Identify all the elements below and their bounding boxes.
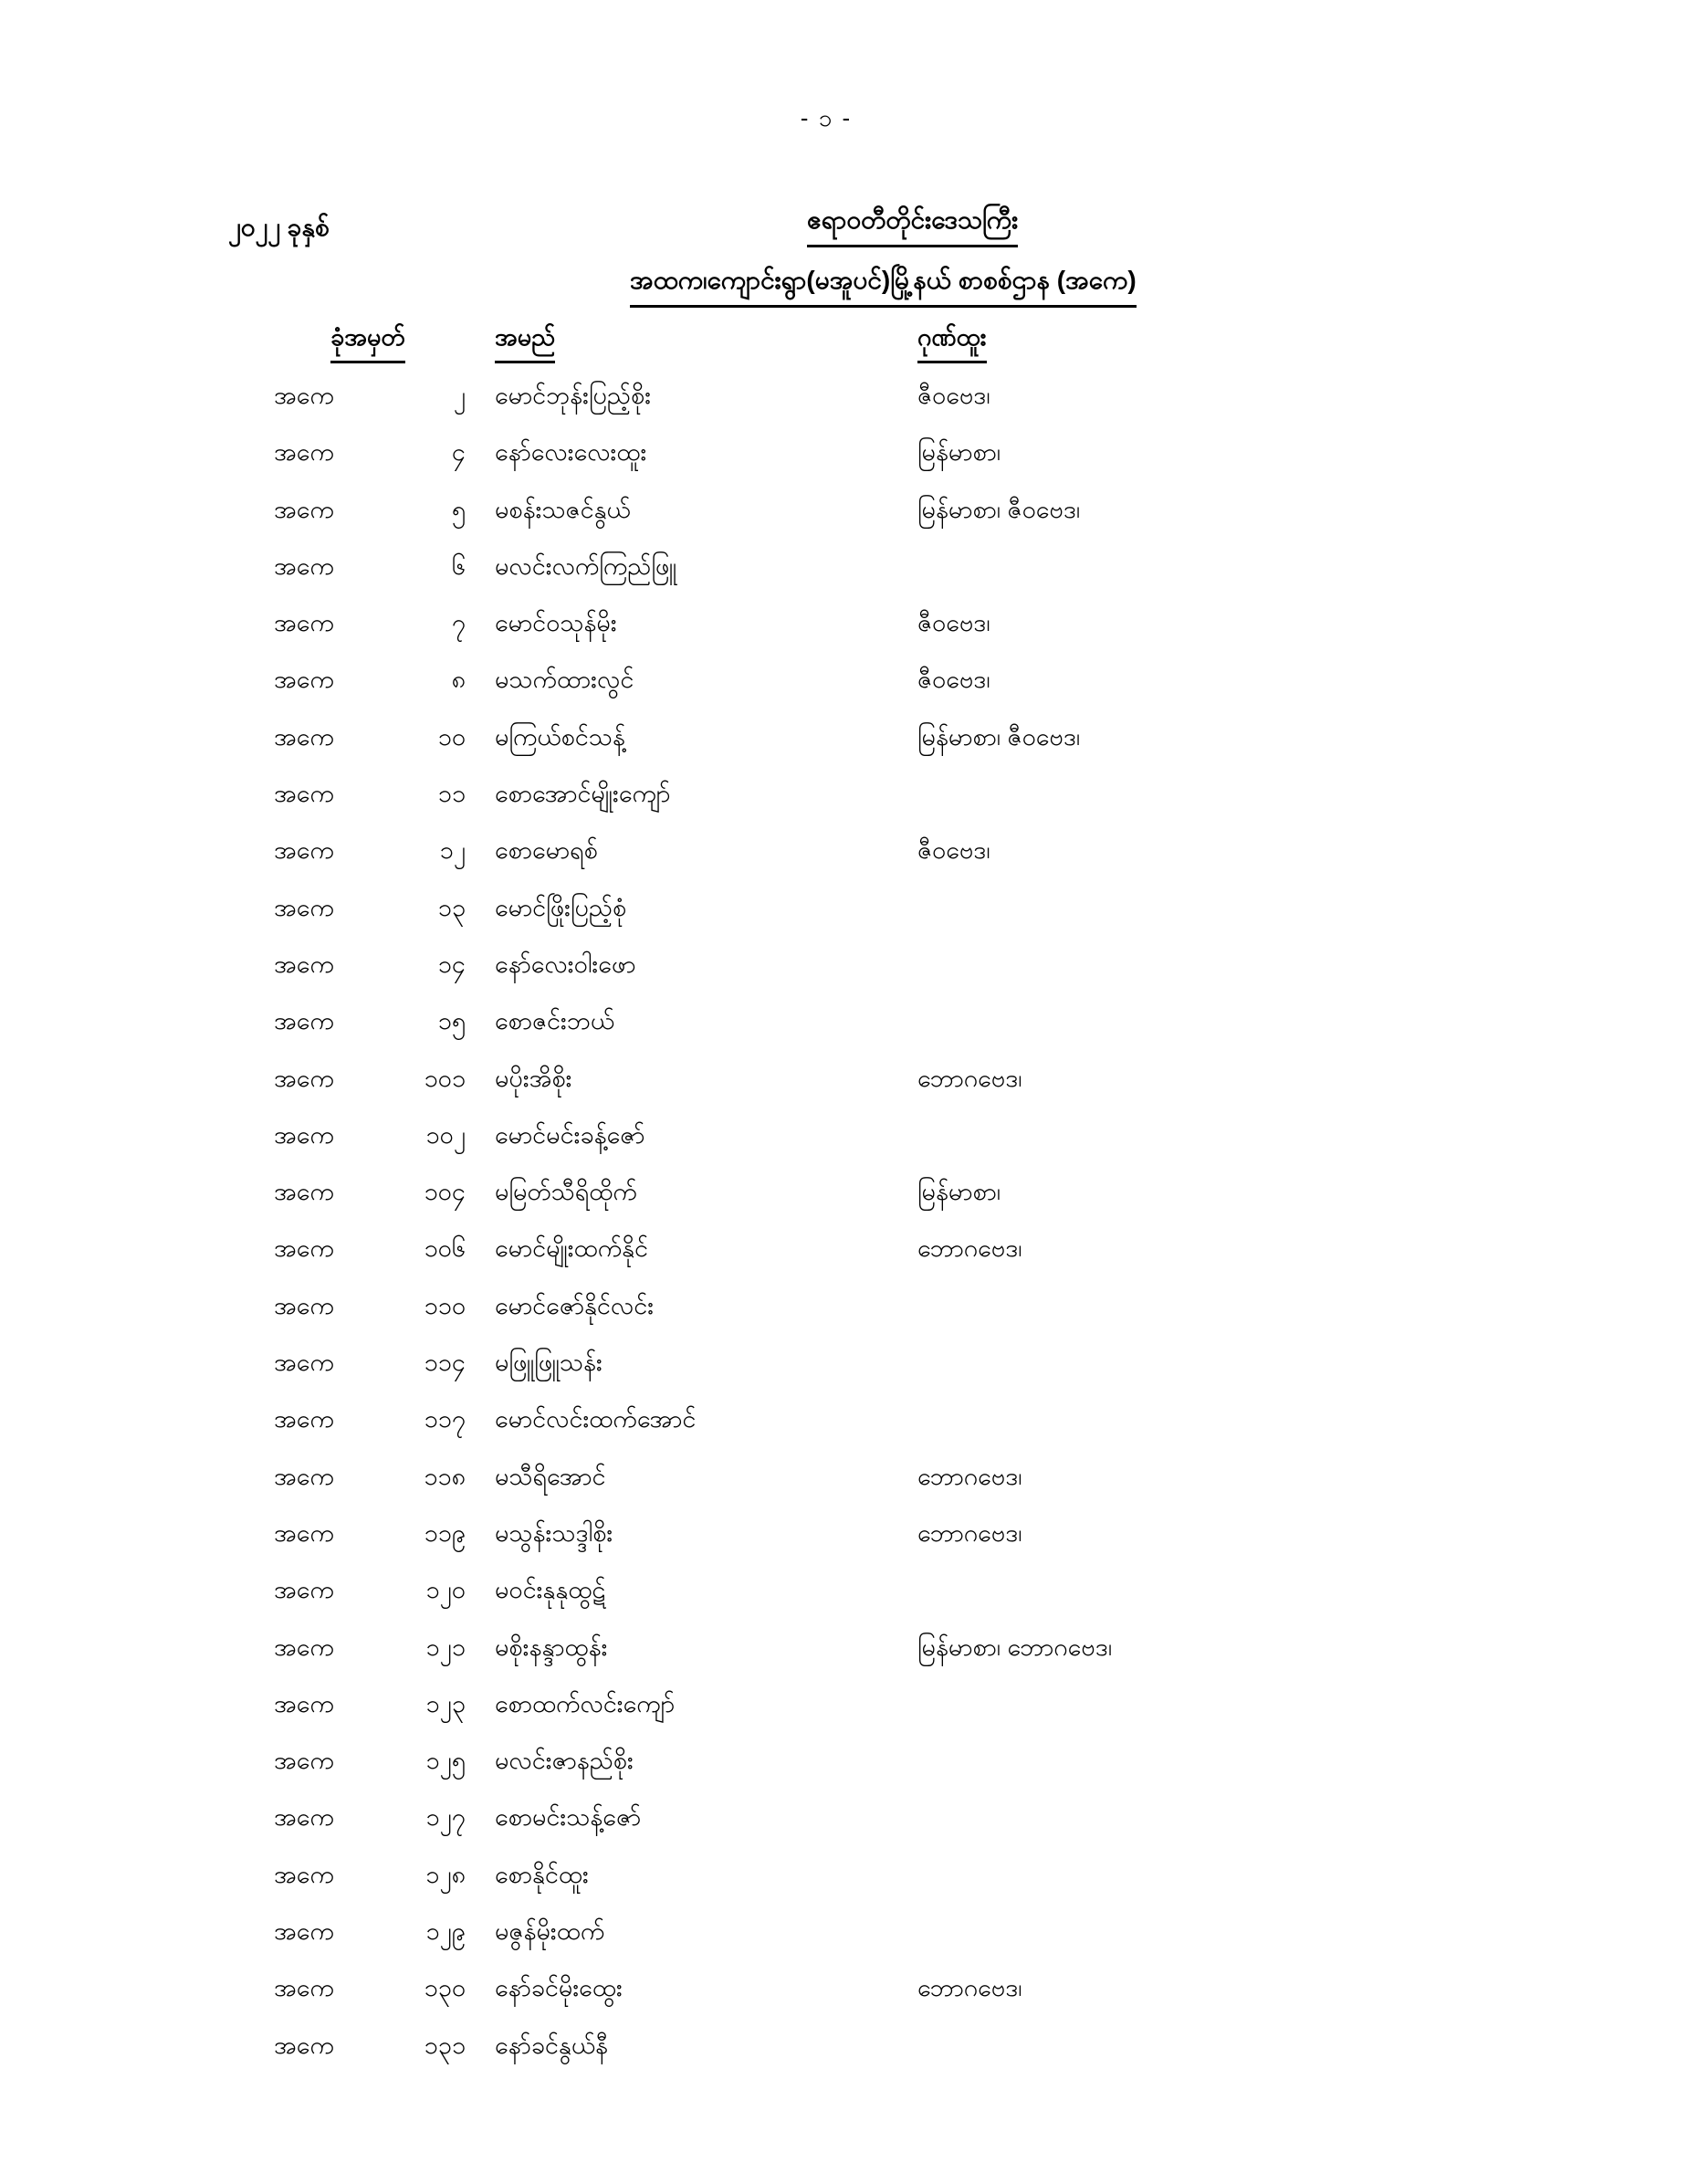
student-name: မစိုးနန္ဒာထွန်း bbox=[495, 1633, 608, 1661]
roll-number: ၁၀ bbox=[437, 722, 466, 751]
table-row bbox=[0, 666, 1687, 722]
roll-number: ၁၂၃ bbox=[425, 1689, 466, 1717]
honors-subjects: ဇီဝဗေဒ၊ bbox=[917, 382, 990, 409]
table-row bbox=[0, 1463, 1687, 1519]
honors-subjects: မြန်မာစာ၊ ဇီဝဗေဒ၊ bbox=[917, 495, 1081, 523]
roll-number: ၁၅ bbox=[437, 1007, 466, 1035]
column-header-name: အမည် bbox=[495, 321, 555, 363]
exam-center-code: အကေ bbox=[274, 438, 334, 467]
table-row bbox=[0, 1234, 1687, 1291]
table-row bbox=[0, 1007, 1687, 1064]
exam-center-code: အကေ bbox=[274, 1349, 334, 1377]
student-name: မောင်မျိုးထက်နိုင် bbox=[495, 1234, 649, 1263]
roll-number: ၈ bbox=[451, 666, 466, 694]
student-name: မဇွန်မိုးထက် bbox=[495, 1917, 605, 1946]
honors-subjects: ဘောဂဗေဒ၊ bbox=[917, 1462, 1022, 1490]
roll-number: ၇ bbox=[451, 609, 466, 637]
table-row bbox=[0, 438, 1687, 495]
table-row bbox=[0, 496, 1687, 552]
student-name: စောဇင်းဘယ် bbox=[495, 1007, 615, 1035]
roll-number: ၁၂၁ bbox=[425, 1633, 466, 1661]
honors-subjects: ဘောဂဗေဒ၊ bbox=[917, 1518, 1022, 1547]
student-name: မကြယ်စင်သန့် bbox=[495, 722, 625, 751]
table-row bbox=[0, 609, 1687, 666]
table-row bbox=[0, 1349, 1687, 1405]
table-row bbox=[0, 1121, 1687, 1178]
table-row bbox=[0, 1519, 1687, 1576]
table-row bbox=[0, 894, 1687, 950]
table-row bbox=[0, 1065, 1687, 1121]
exam-center-code: အကေ bbox=[274, 1178, 334, 1206]
honors-subjects: ဇီဝဗေဒ၊ bbox=[917, 666, 990, 694]
roll-number: ၁၂၅ bbox=[425, 1747, 466, 1775]
table-row bbox=[0, 723, 1687, 780]
roll-number: ၁၁၀ bbox=[424, 1291, 466, 1319]
roll-number: ၁၂၉ bbox=[425, 1917, 466, 1946]
honors-subjects: မြန်မာစာ၊ ဘောဂဗေဒ၊ bbox=[917, 1633, 1113, 1661]
page-number: - ၁ - bbox=[800, 104, 853, 131]
exam-center-code: အကေ bbox=[274, 1064, 334, 1092]
honors-subjects: မြန်မာစာ၊ ဇီဝဗေဒ၊ bbox=[917, 722, 1081, 751]
table-rows bbox=[0, 382, 1687, 2088]
student-name: မသီရိအောင် bbox=[495, 1462, 606, 1490]
honors-subjects: ဘောဂဗေဒ၊ bbox=[917, 1974, 1022, 2002]
honors-subjects: ဇီဝဗေဒ၊ bbox=[917, 836, 990, 865]
student-name: မစန်းသဇင်နွယ် bbox=[495, 495, 631, 523]
exam-center-code: အကေ bbox=[274, 1291, 334, 1319]
table-row bbox=[0, 1974, 1687, 2031]
table-row bbox=[0, 1917, 1687, 1974]
student-name: မောင်ဘုန်းပြည့်စိုး bbox=[495, 382, 652, 409]
exam-center-code: အကေ bbox=[274, 1860, 334, 1888]
exam-center-code: အကေ bbox=[274, 1803, 334, 1832]
year-label: ၂၀၂၂ ခုနှစ် bbox=[228, 213, 330, 241]
roll-number: ၁၁ bbox=[437, 780, 466, 808]
roll-number: ၁၀၂ bbox=[425, 1120, 466, 1149]
exam-center-code: အကေ bbox=[274, 780, 334, 808]
table-row bbox=[0, 1405, 1687, 1462]
exam-center-code: အကေ bbox=[274, 836, 334, 865]
exam-center-code: အကေ bbox=[274, 1689, 334, 1717]
exam-center-code: အကေ bbox=[274, 950, 334, 978]
exam-center-code: အကေ bbox=[274, 551, 334, 580]
roll-number: ၄ bbox=[451, 438, 466, 467]
exam-center-code: အကေ bbox=[274, 1576, 334, 1604]
roll-number: ၂ bbox=[453, 382, 466, 409]
exam-center-code: အကေ bbox=[274, 1234, 334, 1263]
student-name: မောင်လင်းထက်အောင် bbox=[495, 1405, 697, 1433]
honors-subjects: ဘောဂဗေဒ၊ bbox=[917, 1234, 1022, 1263]
roll-number: ၁၃၁ bbox=[424, 2031, 466, 2059]
student-name: စောထက်လင်းကျော် bbox=[495, 1689, 676, 1717]
exam-center-code: အကေ bbox=[274, 382, 334, 409]
table-row bbox=[0, 950, 1687, 1007]
honors-subjects: မြန်မာစာ၊ bbox=[917, 438, 1001, 467]
roll-number: ၁၄ bbox=[437, 950, 466, 978]
honors-subjects: ဘောဂဗေဒ၊ bbox=[917, 1064, 1022, 1092]
table-row bbox=[0, 382, 1687, 438]
table-row bbox=[0, 1690, 1687, 1747]
exam-center-code: အကေ bbox=[274, 609, 334, 637]
table-row bbox=[0, 1292, 1687, 1349]
student-name: စောနိုင်ထူး bbox=[495, 1860, 589, 1888]
student-name: စောမောရစ် bbox=[495, 836, 598, 865]
table-row bbox=[0, 1861, 1687, 1917]
exam-center-code: အကေ bbox=[274, 1917, 334, 1946]
roll-number: ၁၀၄ bbox=[424, 1178, 466, 1206]
student-name: မမြတ်သီရိထိုက် bbox=[495, 1178, 637, 1206]
table-row bbox=[0, 780, 1687, 836]
roll-number: ၁၁၈ bbox=[424, 1462, 466, 1490]
exam-center-code: အကေ bbox=[274, 893, 334, 921]
table-row bbox=[0, 1178, 1687, 1234]
roll-number: ၁၂၀ bbox=[425, 1576, 466, 1604]
roll-number: ၁၃ bbox=[437, 893, 466, 921]
table-row bbox=[0, 2032, 1687, 2088]
honors-subjects: ဇီဝဗေဒ၊ bbox=[917, 609, 990, 637]
roll-number: ၁၀၆ bbox=[424, 1234, 466, 1263]
student-name: မောင်ဝသုန်မိုး bbox=[495, 609, 617, 637]
exam-center-code: အကေ bbox=[274, 2031, 334, 2059]
exam-center-code: အကေ bbox=[274, 1405, 334, 1433]
exam-center-code: အကေ bbox=[274, 666, 334, 694]
table-row bbox=[0, 1576, 1687, 1633]
exam-center-code: အကေ bbox=[274, 1462, 334, 1490]
roll-number: ၁၁၇ bbox=[424, 1405, 466, 1433]
student-name: နော်ခင်နွယ်နီ bbox=[495, 2031, 609, 2059]
honors-subjects: မြန်မာစာ၊ bbox=[917, 1178, 1001, 1206]
exam-center-code: အကေ bbox=[274, 495, 334, 523]
student-name: နော်လေးဝါးဖော bbox=[495, 950, 636, 978]
roll-number: ၁၃၀ bbox=[424, 1974, 466, 2002]
roll-number: ၁၁၉ bbox=[424, 1518, 466, 1547]
student-name: မောင်ဖြိုးပြည့်စုံ bbox=[495, 893, 627, 921]
column-header-roll-number: ခုံအမှတ် bbox=[330, 321, 405, 363]
student-name: မဖြူဖြူသန်း bbox=[495, 1349, 602, 1377]
roll-number: ၅ bbox=[451, 495, 466, 523]
table-row bbox=[0, 552, 1687, 609]
exam-center-code: အကေ bbox=[274, 1633, 334, 1661]
table-row bbox=[0, 1803, 1687, 1860]
student-name: စောမင်းသန့်ဇော် bbox=[495, 1803, 642, 1832]
student-name: မသက်ထားလွင် bbox=[495, 666, 634, 694]
roll-number: ၁၀၁ bbox=[424, 1064, 466, 1092]
student-name: မလင်းလက်ကြည်ဖြူ bbox=[495, 551, 677, 580]
exam-center-code: အကေ bbox=[274, 1747, 334, 1775]
student-name: စောအောင်မျိုးကျော် bbox=[495, 780, 671, 808]
student-name: မောင်ဇော်နိုင်လင်း bbox=[495, 1291, 655, 1319]
student-name: မသွန်းသဒ္ဒါစိုး bbox=[495, 1518, 613, 1547]
student-name: မောင်မင်းခန့်ဇော် bbox=[495, 1120, 645, 1149]
table-row bbox=[0, 1747, 1687, 1803]
student-name: မဝင်းနုနုထွဋ် bbox=[495, 1576, 606, 1604]
exam-center-code: အကေ bbox=[274, 1120, 334, 1149]
student-name: မလင်းဇာနည်စိုး bbox=[495, 1747, 634, 1775]
exam-center-code: အကေ bbox=[274, 1518, 334, 1547]
column-header-honors: ဂုဏ်ထူး bbox=[917, 321, 987, 363]
student-name: နော်လေးလေးထူး bbox=[495, 438, 647, 467]
exam-center-code: အကေ bbox=[274, 1974, 334, 2002]
roll-number: ၁၂၇ bbox=[425, 1803, 466, 1832]
student-name: နော်ခင်မိုးထွေး bbox=[495, 1974, 623, 2002]
table-row bbox=[0, 836, 1687, 893]
roll-number: ၁၂ bbox=[439, 836, 466, 865]
exam-center-code: အကေ bbox=[274, 1007, 334, 1035]
exam-center-title: အထက၊ကျောင်းရွာ(မအူပင်)မြို့နယ် စာစစ်ဌာန (အကေ) bbox=[630, 263, 1137, 308]
exam-center-code: အကေ bbox=[274, 722, 334, 751]
roll-number: ၁၂၈ bbox=[425, 1860, 466, 1888]
region-title: ဧရာဝတီတိုင်းဒေသကြီး bbox=[807, 203, 1018, 247]
student-name: မပိုးအိစိုး bbox=[495, 1064, 572, 1092]
roll-number: ၁၁၄ bbox=[424, 1349, 466, 1377]
table-row bbox=[0, 1633, 1687, 1690]
roll-number: ၆ bbox=[451, 551, 466, 580]
